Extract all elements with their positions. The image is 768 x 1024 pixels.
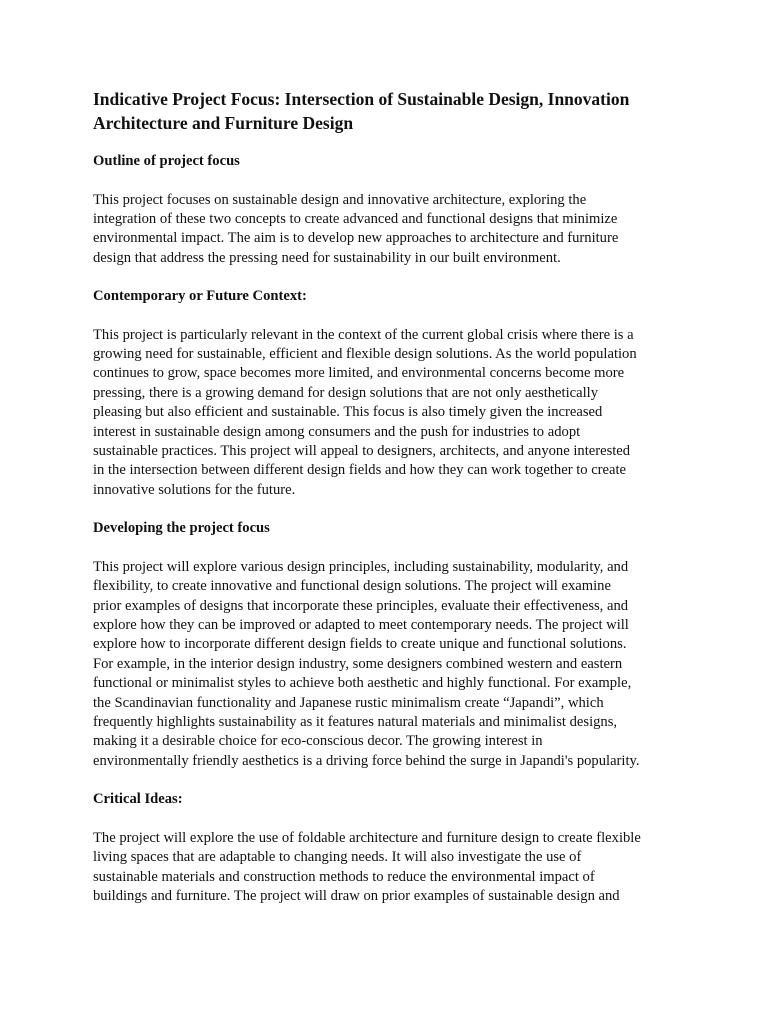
text-line: integration of these two concepts to create advanced and functional designs that minimize (93, 210, 618, 227)
section-body-outline (93, 191, 679, 269)
text-line: sustainable practices. This project will appeal to designers, architects, and anyone interested (93, 443, 631, 460)
text-line: environmental impact. The aim is to develop new approaches to architecture and furniture (93, 230, 619, 247)
section-heading-developing: Developing the project focus (93, 520, 270, 537)
section-heading-context: Contemporary or Future Context: (93, 288, 307, 305)
section-heading-outline: Outline of project focus (93, 153, 240, 169)
text-line: environmentally friendly aesthetics is a driving force behind the surge in Japandi's popularity. (93, 752, 640, 769)
text-line: interest in sustainable design among consumers and the push for industries to adopt (93, 423, 581, 440)
text-line: design that address the pressing need for sustainability in our built environment. (93, 249, 561, 266)
text-line: This project focuses on sustainable design and innovative architecture, exploring the (93, 191, 587, 208)
text-line: explore how to incorporate different design fields to create unique and functional solutions. (93, 636, 627, 653)
text-line: The project will explore the use of foldable architecture and furniture design to create flexible (93, 829, 641, 846)
text-line: buildings and furniture. The project will draw on prior examples of sustainable design and (93, 887, 620, 904)
text-line: the Scandinavian functionality and Japanese rustic minimalism create “Japandi”, which (93, 694, 604, 711)
text-line: growing need for sustainable, efficient and flexible design solutions. As the world population (93, 346, 637, 363)
text-line: innovative solutions for the future. (93, 481, 296, 498)
document-title-line-1: Indicative Project Focus: Intersection of Sustainable Design, Innovation (93, 89, 630, 109)
text-line: For example, in the interior design industry, some designers combined western and eastern (93, 655, 623, 672)
text-line: pressing, there is a growing demand for design solutions that are not only aesthetically (93, 384, 598, 401)
section-heading-critical-ideas: Critical Ideas: (93, 791, 183, 808)
section-body-critical-ideas (93, 829, 679, 907)
document-page (93, 87, 679, 925)
text-line: functional or minimalist styles to achieve both aesthetic and highly functional. For example, (93, 675, 632, 692)
text-line: making it a desirable choice for eco-conscious decor. The growing interest in (93, 733, 543, 750)
text-line: living spaces that are adaptable to changing needs. It will also investigate the use of (93, 849, 582, 866)
text-line: pleasing but also efficient and sustainable. This focus is also timely given the increased (93, 404, 603, 421)
text-line: This project will explore various design principles, including sustainability, modularity, and (93, 558, 629, 575)
text-line: frequently highlights sustainability as it features natural materials and minimalist designs, (93, 714, 618, 731)
section-body-context (93, 326, 679, 501)
section-body-developing (93, 558, 679, 771)
text-line: prior examples of designs that incorporate these principles, evaluate their effectiveness, and (93, 597, 629, 614)
document-title (93, 87, 679, 135)
document-title-line-2: Architecture and Furniture Design (93, 113, 354, 133)
text-line: This project is particularly relevant in the context of the current global crisis where there is a (93, 326, 634, 343)
text-line: sustainable materials and construction methods to reduce the environmental impact of (93, 868, 595, 885)
text-line: continues to grow, space becomes more limited, and environmental concerns become more (93, 365, 625, 382)
text-line: explore how they can be improved or adapted to meet contemporary needs. The project will (93, 617, 629, 633)
text-line: flexibility, to create innovative and functional design solutions. The project will examine (93, 578, 611, 595)
text-line: in the intersection between different design fields and how they can work together to create (93, 462, 627, 479)
